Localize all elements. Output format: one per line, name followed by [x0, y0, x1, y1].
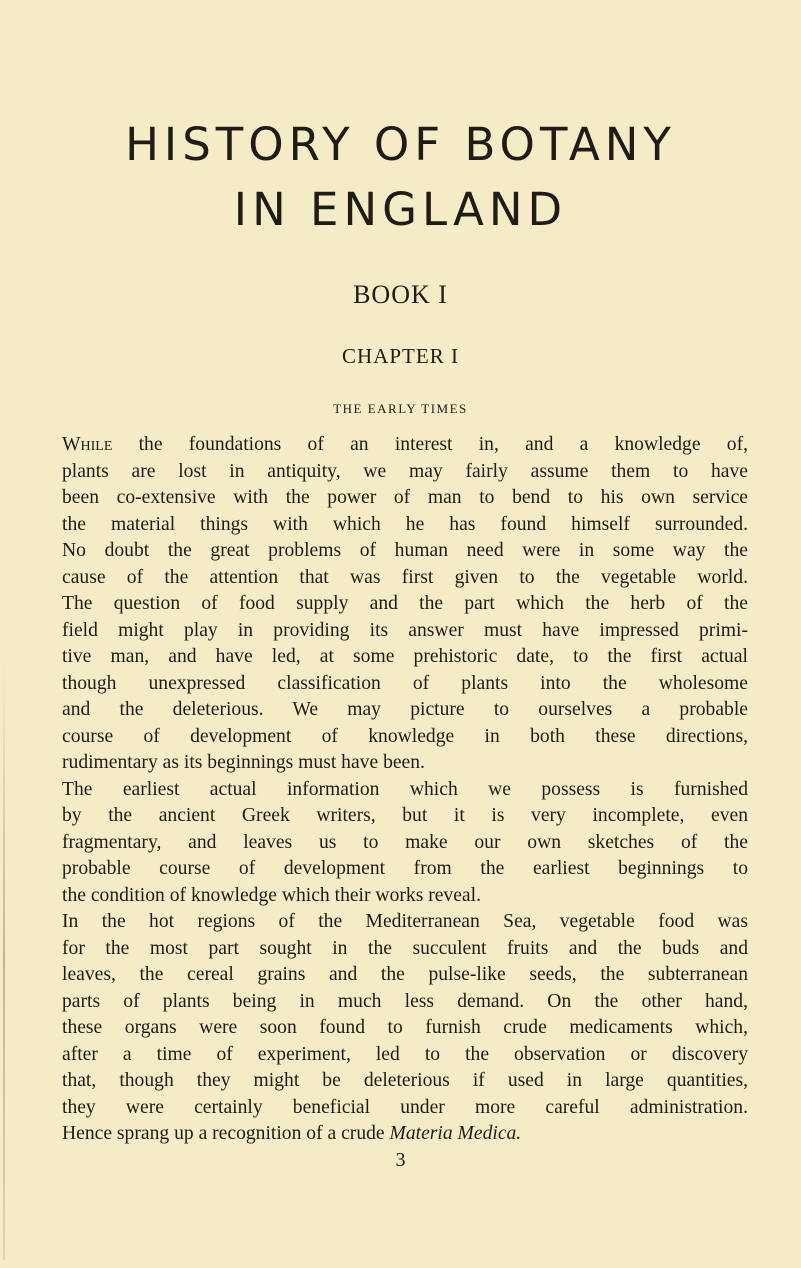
- text-line: the material things with which he has found himself surrounded.: [62, 513, 748, 535]
- drop-word: While: [62, 434, 113, 455]
- book-heading: BOOK I: [353, 280, 448, 309]
- text-line: leaves, the cereal grains and the pulse-like seeds, the subterranean: [62, 964, 748, 985]
- text-line: In the hot regions of the Mediterranean Sea, vegetable food was: [62, 911, 748, 932]
- body-text: [62, 432, 748, 1148]
- text-line-content: the foundations of an interest in, and a knowledge of,: [112, 434, 748, 455]
- text-line: and the deleterious. We may picture to ourselves a probable: [62, 699, 748, 720]
- text-line: course of development of knowledge in both these directions,: [62, 725, 748, 747]
- text-line: field might play in providing its answer must have impressed primi-: [62, 619, 748, 641]
- text-line: probable course of development from the earliest beginnings to: [62, 858, 748, 879]
- text-line: though unexpressed classification of plants into the wholesome: [62, 672, 748, 694]
- text-line: for the most part sought in the succulent fruits and the buds and: [62, 937, 748, 959]
- italic-term: Materia Medica.: [389, 1123, 522, 1144]
- text-line: after a time of experiment, led to the observation or discovery: [62, 1043, 748, 1065]
- text-line: No doubt the great problems of human need were in some way the: [62, 540, 748, 561]
- chapter-heading: CHAPTER I: [342, 344, 459, 368]
- text-line: cause of the attention that was first given to the vegetable world.: [62, 566, 748, 588]
- book-title-line-2: IN ENGLAND: [233, 183, 568, 236]
- text-line: The question of food supply and the part which the herb of the: [62, 593, 748, 614]
- text-line: [62, 432, 748, 459]
- page-edge-shadow: [3, 660, 5, 1260]
- text-line: fragmentary, and leaves us to make our own sketches of the: [62, 831, 748, 853]
- page-number: 3: [395, 1149, 406, 1171]
- text-line-content: Hence sprang up a recognition of a crude: [62, 1123, 390, 1144]
- text-line: rudimentary as its beginnings must have been.: [62, 752, 425, 773]
- text-line: [62, 1121, 748, 1148]
- text-line: the condition of knowledge which their works reveal.: [62, 884, 481, 906]
- text-line: by the ancient Greek writers, but it is very incomplete, even: [62, 805, 748, 826]
- book-title-line-1: HISTORY OF BOTANY: [125, 118, 676, 171]
- text-line: they were certainly beneficial under more careful administration.: [62, 1096, 748, 1118]
- text-line: that, though they might be deleterious if used in large quantities,: [62, 1070, 748, 1091]
- text-line: these organs were soon found to furnish crude medicaments which,: [62, 1017, 748, 1038]
- text-line: The earliest actual information which we possess is furnished: [62, 778, 748, 800]
- section-title: THE EARLY TIMES: [333, 401, 468, 416]
- text-line: tive man, and have led, at some prehistoric date, to the first actual: [62, 646, 748, 667]
- text-line: parts of plants being in much less demand. On the other hand,: [62, 990, 748, 1012]
- text-line: been co-extensive with the power of man to bend to his own service: [62, 487, 748, 508]
- text-line: plants are lost in antiquity, we may fairly assume them to have: [62, 460, 748, 482]
